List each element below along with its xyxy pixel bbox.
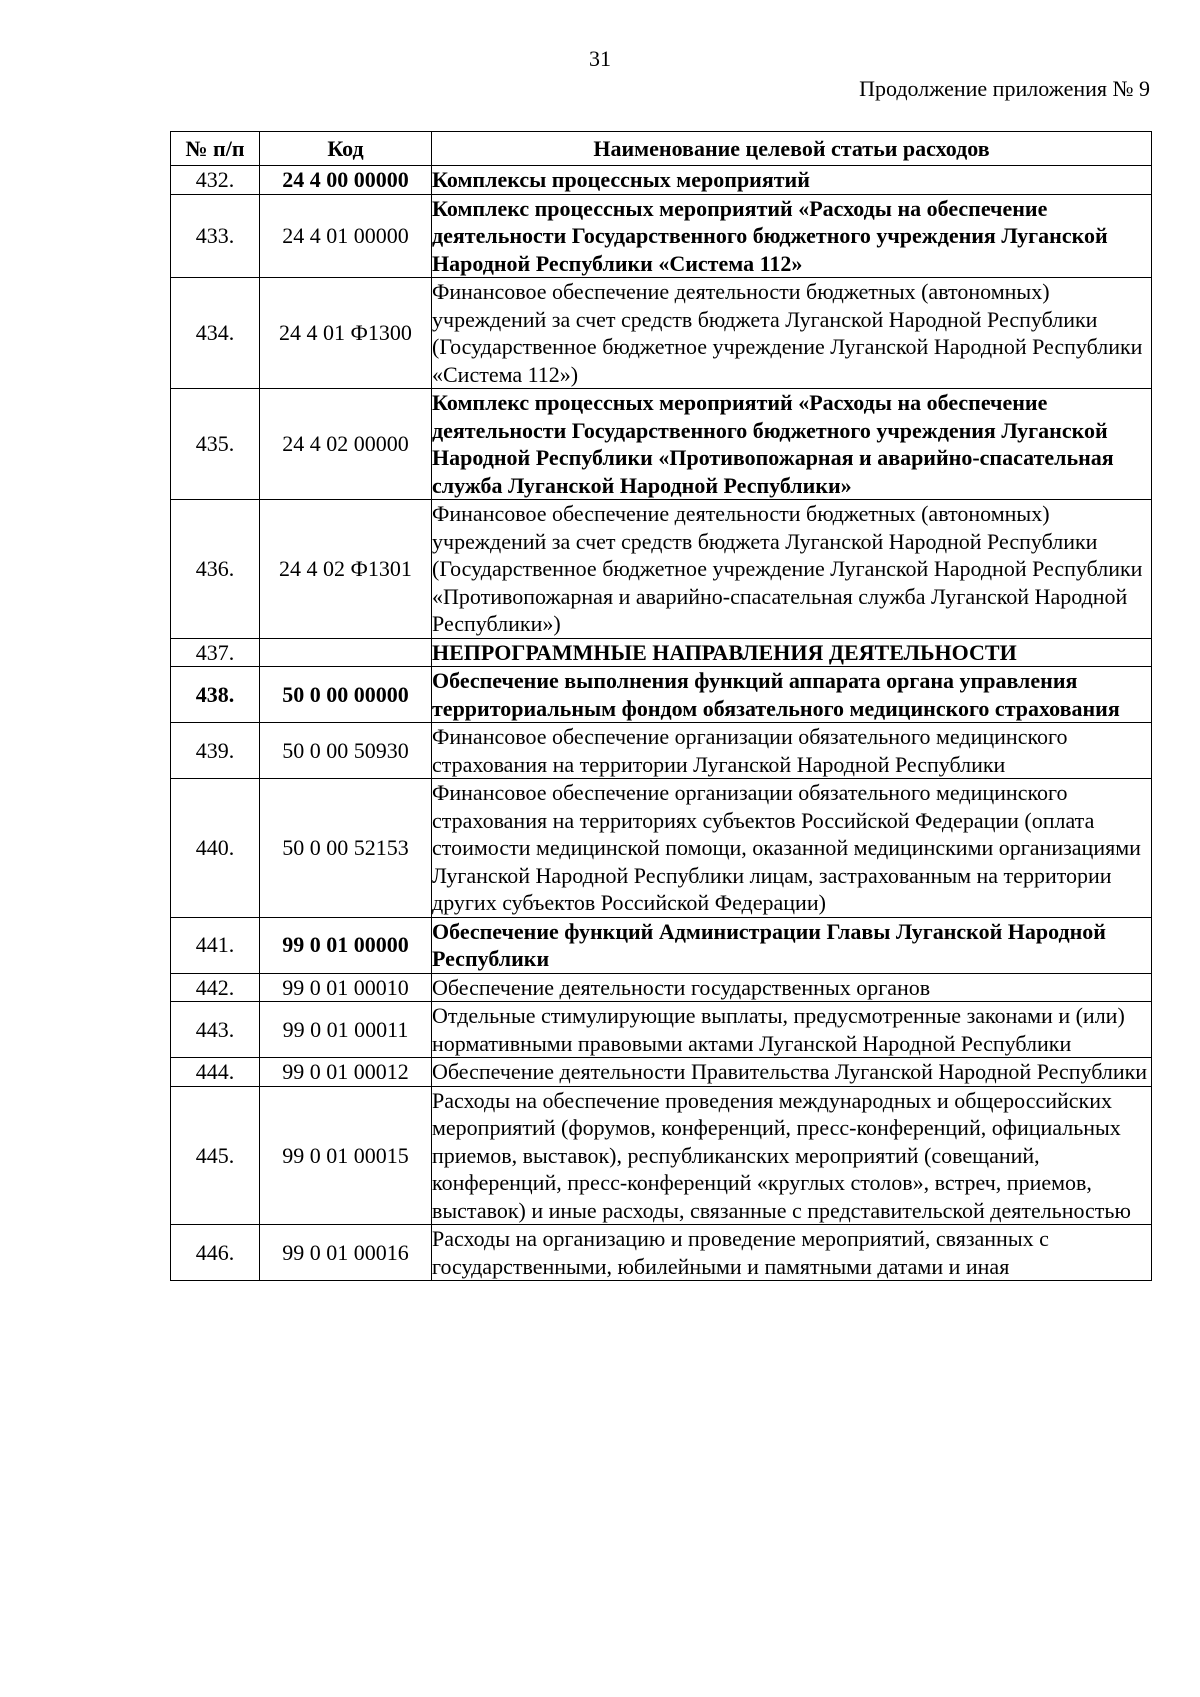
table-row [171, 973, 1152, 1002]
row-number-cell: 442. [171, 973, 260, 1002]
page-number: 31 [589, 46, 611, 71]
row-number-cell: 435. [171, 389, 260, 500]
expense-item-name-cell: Обеспечение деятельности Правительства Луганской Народной Республики [432, 1058, 1152, 1087]
expense-item-name-cell: НЕПРОГРАММНЫЕ НАПРАВЛЕНИЯ ДЕЯТЕЛЬНОСТИ [432, 638, 1152, 667]
row-number-cell: 440. [171, 779, 260, 918]
row-number-cell: 444. [171, 1058, 260, 1087]
expense-item-name-cell: Комплекс процессных мероприятий «Расходы на обеспечение деятельности Государственного бюджетного учреждения Луганской Народной Республики «Противопожарная и аварийно-спасательная служба Луганской Народной Республики» [432, 389, 1152, 500]
row-number-cell: 436. [171, 500, 260, 639]
column-header-name: Наименование целевой статьи расходов [432, 132, 1152, 166]
table-row [171, 723, 1152, 779]
row-number-cell: 446. [171, 1225, 260, 1281]
table-row [171, 278, 1152, 389]
expense-item-name-cell: Обеспечение функций Администрации Главы Луганской Народной Республики [432, 917, 1152, 973]
budget-code-cell: 99 0 01 00011 [260, 1002, 432, 1058]
table-body [171, 166, 1152, 1281]
budget-code-cell: 50 0 00 52153 [260, 779, 432, 918]
expense-item-name-cell: Обеспечение выполнения функций аппарата органа управления территориальным фондом обязательного медицинского страхования [432, 667, 1152, 723]
budget-code-cell [260, 638, 432, 667]
budget-code-cell: 50 0 00 00000 [260, 667, 432, 723]
row-number-cell: 433. [171, 194, 260, 278]
budget-code-cell: 99 0 01 00000 [260, 917, 432, 973]
table-row [171, 1002, 1152, 1058]
row-number-cell: 434. [171, 278, 260, 389]
table-row [171, 194, 1152, 278]
row-number-cell: 443. [171, 1002, 260, 1058]
expense-item-name-cell: Отдельные стимулирующие выплаты, предусмотренные законами и (или) нормативными правовыми актами Луганской Народной Республики [432, 1002, 1152, 1058]
row-number-cell: 441. [171, 917, 260, 973]
table-header-row [171, 132, 1152, 166]
expense-item-name-cell: Финансовое обеспечение деятельности бюджетных (автономных) учреждений за счет средств бюджета Луганской Народной Республики (Государственное бюджетное учреждение Луганской Народной Республики «Система 112») [432, 278, 1152, 389]
appendix-continuation-label: Продолжение приложения № 9 [859, 76, 1150, 101]
expense-item-name-cell: Комплексы процессных мероприятий [432, 166, 1152, 195]
expense-item-name-cell: Расходы на организацию и проведение мероприятий, связанных с государственными, юбилейными и памятными датами и иная [432, 1225, 1152, 1281]
table-row [171, 917, 1152, 973]
budget-code-cell: 24 4 02 Ф1301 [260, 500, 432, 639]
table-row [171, 667, 1152, 723]
row-number-cell: 437. [171, 638, 260, 667]
column-header-code: Код [260, 132, 432, 166]
table-row [171, 389, 1152, 500]
expense-item-name-cell: Комплекс процессных мероприятий «Расходы на обеспечение деятельности Государственного бюджетного учреждения Луганской Народной Республики «Система 112» [432, 194, 1152, 278]
budget-code-cell: 99 0 01 00016 [260, 1225, 432, 1281]
budget-code-cell: 24 4 00 00000 [260, 166, 432, 195]
table-row [171, 638, 1152, 667]
expense-item-name-cell: Финансовое обеспечение организации обязательного медицинского страхования на территориях субъектов Российской Федерации (оплата стоимости медицинской помощи, оказанной медицинскими организациями Луганской Народной Республики лицам, застрахованным на территории других субъектов Российской Федерации) [432, 779, 1152, 918]
table-row [171, 166, 1152, 195]
table-row [171, 1058, 1152, 1087]
budget-code-cell: 24 4 01 Ф1300 [260, 278, 432, 389]
budget-code-cell: 24 4 01 00000 [260, 194, 432, 278]
budget-code-cell: 50 0 00 50930 [260, 723, 432, 779]
table-row [171, 1225, 1152, 1281]
expense-item-name-cell: Финансовое обеспечение организации обязательного медицинского страхования на территории Луганской Народной Республики [432, 723, 1152, 779]
table-row [171, 779, 1152, 918]
row-number-cell: 439. [171, 723, 260, 779]
column-header-number: № п/п [171, 132, 260, 166]
budget-code-cell: 99 0 01 00015 [260, 1086, 432, 1225]
expense-item-name-cell: Финансовое обеспечение деятельности бюджетных (автономных) учреждений за счет средств бюджета Луганской Народной Республики (Государственное бюджетное учреждение Луганской Народной Республики «Противопожарная и аварийно-спасательная служба Луганской Народной Республики») [432, 500, 1152, 639]
row-number-cell: 438. [171, 667, 260, 723]
expense-items-table [170, 131, 1152, 1281]
table-row [171, 500, 1152, 639]
row-number-cell: 445. [171, 1086, 260, 1225]
expense-item-name-cell: Расходы на обеспечение проведения международных и общероссийских мероприятий (форумов, конференций, пресс-конференций, официальных приемов, выставок), республиканских мероприятий (совещаний, конференций, пресс-конференций «круглых столов», встреч, приемов, выставок) и иные расходы, связанные с представительской деятельностью [432, 1086, 1152, 1225]
expense-item-name-cell: Обеспечение деятельности государственных органов [432, 973, 1152, 1002]
budget-code-cell: 24 4 02 00000 [260, 389, 432, 500]
row-number-cell: 432. [171, 166, 260, 195]
table-row [171, 1086, 1152, 1225]
budget-code-cell: 99 0 01 00012 [260, 1058, 432, 1087]
budget-code-cell: 99 0 01 00010 [260, 973, 432, 1002]
